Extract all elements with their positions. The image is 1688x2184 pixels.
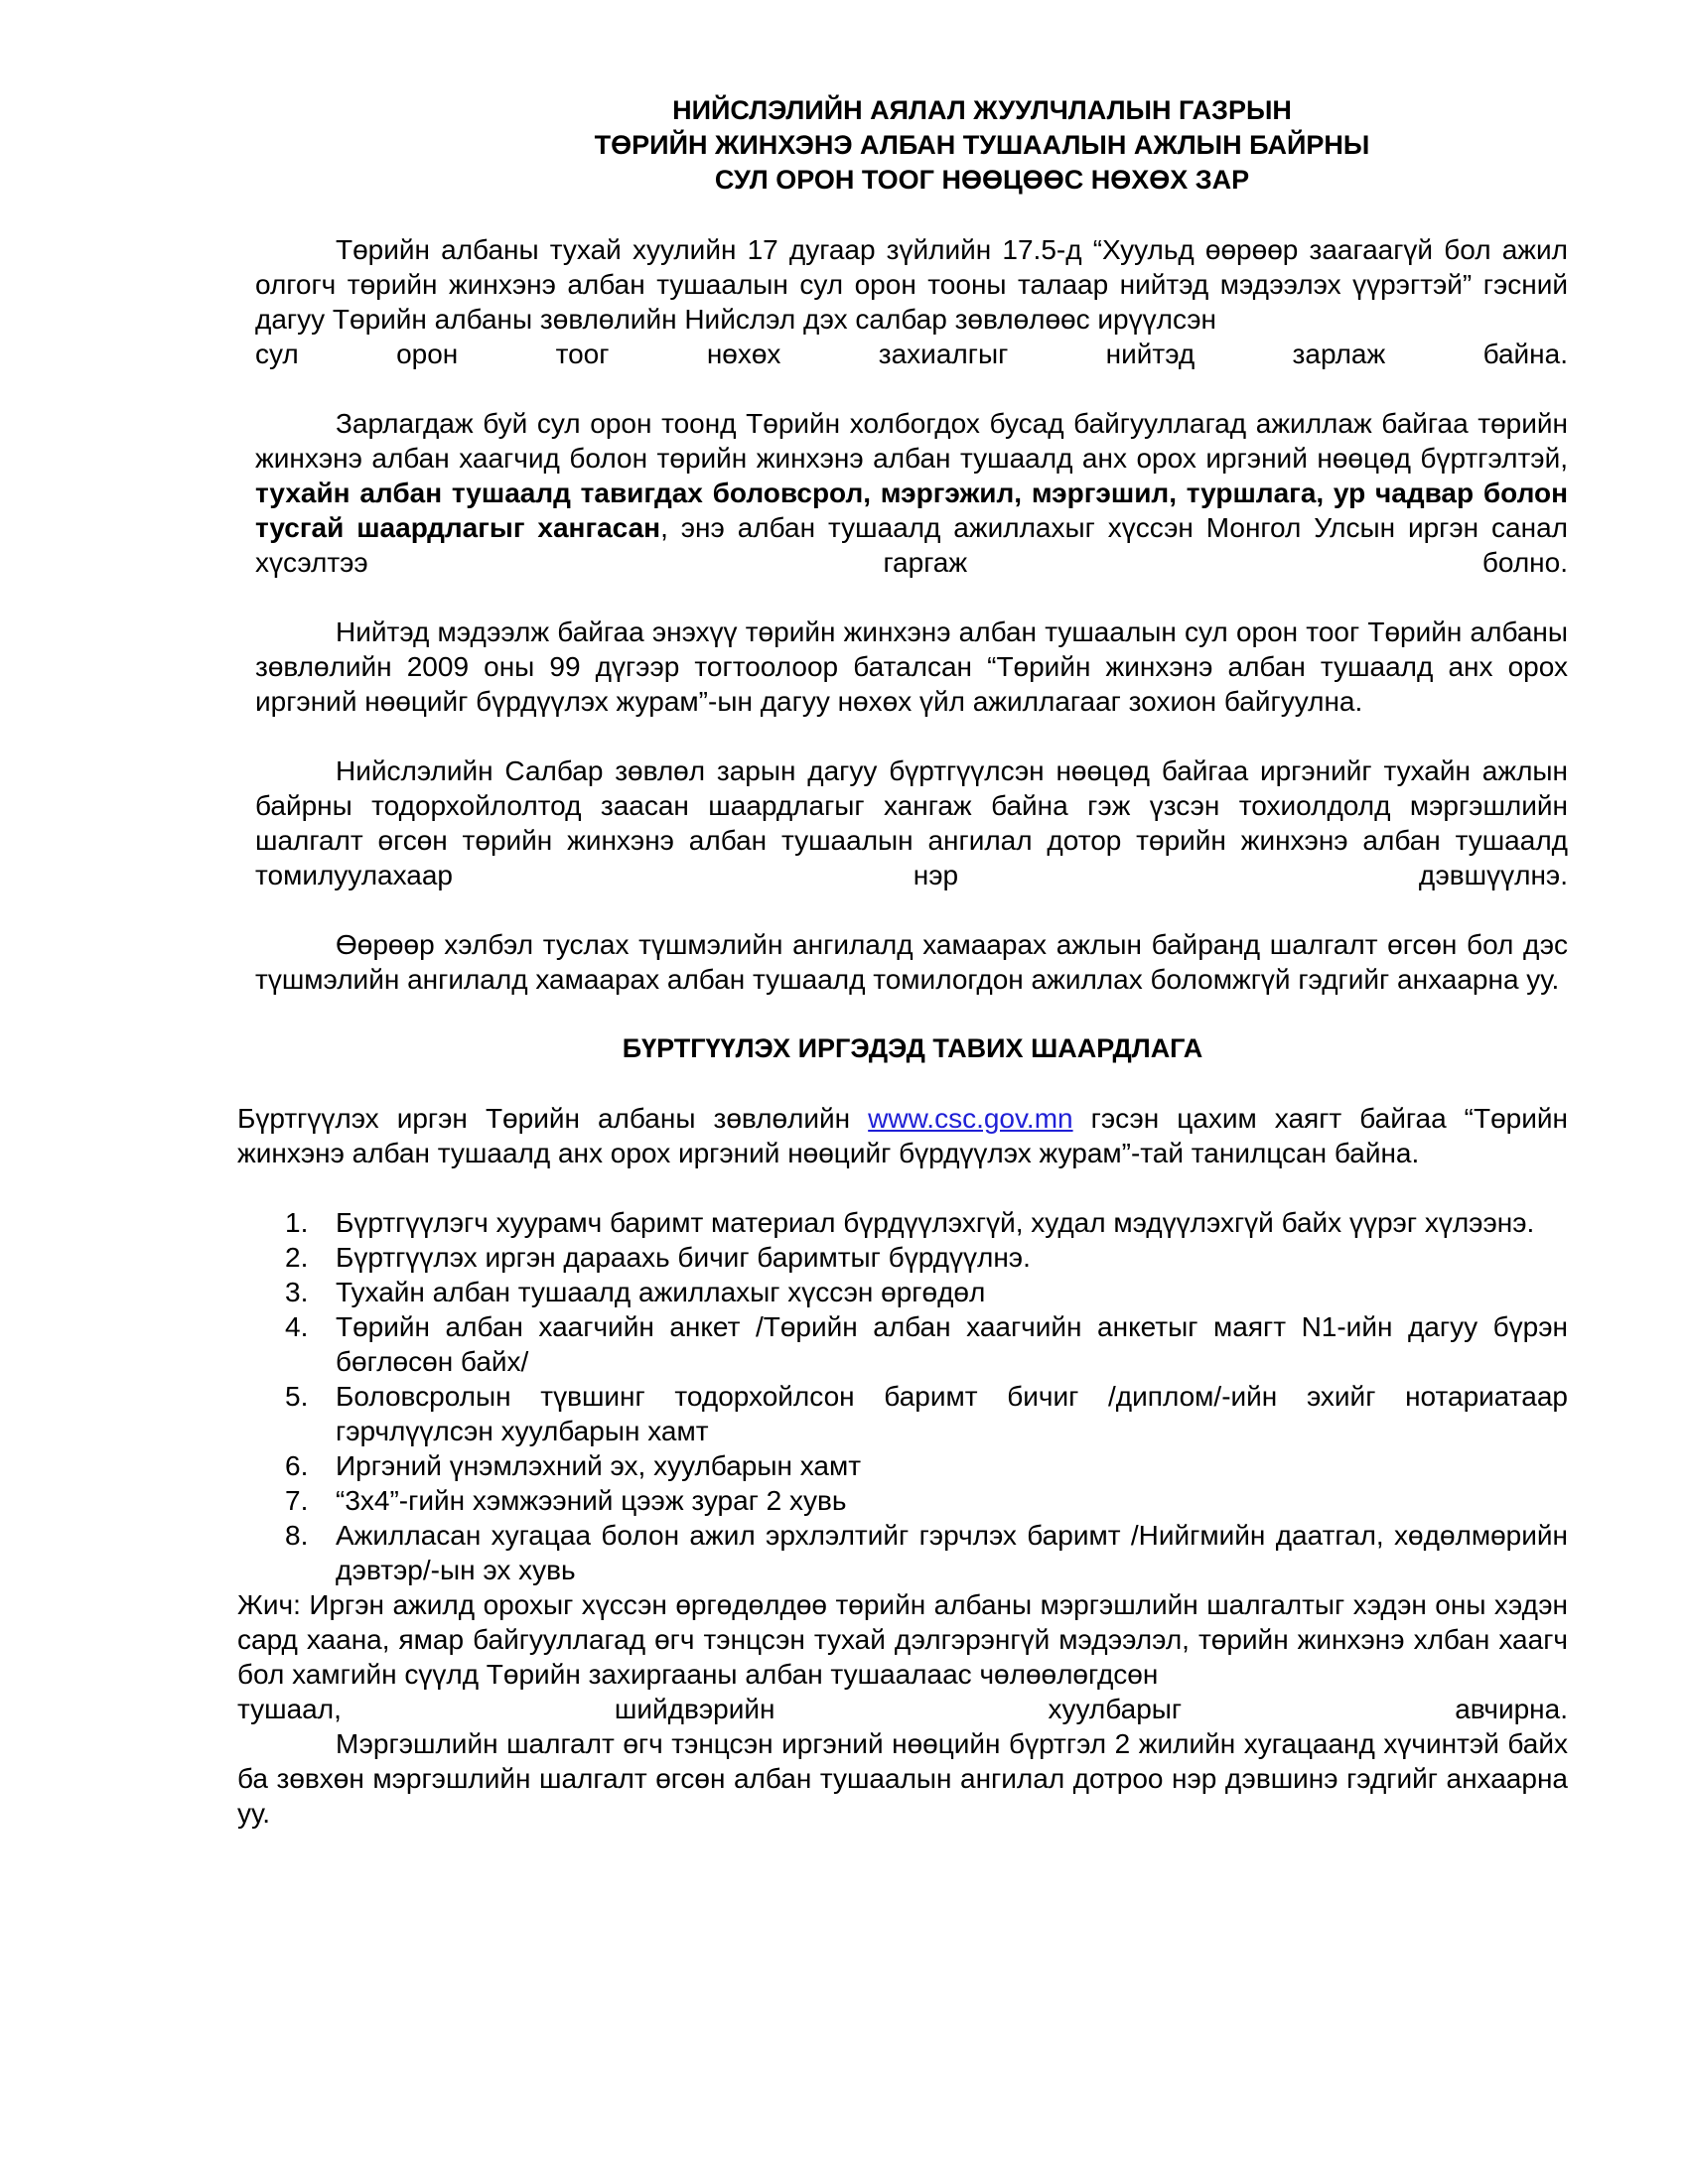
list-item-text: “3х4”-гийн хэмжээний цээж зураг 2 хувь bbox=[336, 1485, 847, 1516]
list-item bbox=[237, 1518, 1568, 1587]
section-title: БҮРТГҮҮЛЭХ ИРГЭДЭД ТАВИХ ШААРДЛАГА bbox=[622, 1033, 1203, 1063]
paragraph-1-body: Төрийн албаны тухай хуулийн 17 дугаар зүйлийн 17.5-д “Хуульд өөрөөр заагаагүй бол ажил олгогч төрийн жинхэнэ албан тушаалын сул орон тооны талаар нийтэд мэдээлэх үүрэгтэй” гэсний дагуу Төрийн албаны зөвлөлийн Нийслэл дэх салбар зөвлөлөөс ирүүлсэн bbox=[255, 234, 1568, 335]
list-item bbox=[237, 1309, 1568, 1379]
list-item bbox=[237, 1205, 1568, 1240]
requirements-intro bbox=[237, 1101, 1568, 1170]
note-paragraph: Жич: Иргэн ажилд орохыг хүссэн өргөдөлдөө төрийн албаны мэргэшлийн шалгалтыг хэдэн оны хэдэн сард хаана, ямар байгууллагад өгч тэнцсэн тухай дэлгэрэнгүй мэдээлэл, төрийн жинхэнэ хлбан хаагч бол хамгийн сүүлд Төрийн захиргааны албан тушаалаас чөлөөлөгдсөн bbox=[237, 1589, 1568, 1690]
paragraph-1 bbox=[255, 232, 1568, 337]
list-item-text: Төрийн албан хаагчийн анкет /Төрийн албан хаагчийн анкетыг маягт N1-ийн дагуу бүрэн бөглөсөн байх/ bbox=[336, 1311, 1568, 1377]
paragraph-2 bbox=[255, 406, 1568, 580]
paragraph-4: Нийслэлийн Салбар зөвлөл зарын дагуу бүртгүүлсэн нөөцөд байгаа иргэнийг тухайн ажлын байрны тодорхойлолтод заасан шаардлагыг хангаж байна гэж үзсэн тохиолдолд мэргэшлийн шалгалт өгсөн төрийн жинхэнэ албан тушаалын ангилал дотор төрийн жинхэнэ албан тушаалд томилуулахаар нэр дэвшүүлнэ. bbox=[255, 755, 1568, 890]
list-item-text: Боловсролын түвшинг тодорхойлсон баримт бичиг /диплом/-ийн эхийг нотариатаар гэрчлүүлсэн хуулбарын хамт bbox=[336, 1381, 1568, 1446]
list-item-number: 7. bbox=[285, 1485, 309, 1516]
paragraph-2-text-end: , энэ албан тушаалд ажиллахыг хүссэн Монгол Улсын иргэн санал хүсэлтээ гаргаж болно. bbox=[255, 512, 1568, 578]
title-line-2: ТӨРИЙН ЖИНХЭНЭ АЛБАН ТУШААЛЫН АЖЛЫН БАЙРНЫ bbox=[594, 130, 1370, 160]
list-item-number: 6. bbox=[285, 1450, 309, 1481]
list-item-number: 1. bbox=[285, 1207, 309, 1238]
list-item-text: Иргэний үнэмлэхний эх, хуулбарын хамт bbox=[336, 1450, 862, 1481]
note-last-line: тушаал, шийдвэрийн хуулбарыг авчирна. bbox=[237, 1694, 1568, 1724]
list-item-number: 2. bbox=[285, 1242, 309, 1273]
paragraph-5: Өөрөөр хэлбэл туслах түшмэлийн ангилалд хамаарах ажлын байранд шалгалт өгсөн бол дэс түшмэлийн ангилалд хамаарах албан тушаалд томилогдон ажиллах боломжгүй гэдгийг анхаарна уу. bbox=[255, 929, 1568, 995]
list-item bbox=[237, 1448, 1568, 1483]
title-line-1: НИЙСЛЭЛИЙН АЯЛАЛ ЖУУЛЧЛАЛЫН ГАЗРЫН bbox=[672, 95, 1292, 125]
list-item-number: 8. bbox=[285, 1520, 309, 1551]
list-item bbox=[237, 1240, 1568, 1275]
document-title bbox=[237, 93, 1478, 198]
list-item bbox=[237, 1275, 1568, 1309]
list-item bbox=[237, 1483, 1568, 1518]
list-item-number: 3. bbox=[285, 1277, 309, 1307]
list-item-text: Бүртгүүлэх иргэн дараахь бичиг баримтыг бүрдүүлнэ. bbox=[336, 1242, 1031, 1273]
list-item-text: Бүртгүүлэгч хуурамч баримт материал бүрдүүлэхгүй, худал мэдүүлэхгүй байх үүрэг хүлээнэ. bbox=[336, 1207, 1535, 1238]
list-item-number: 4. bbox=[285, 1311, 309, 1342]
csc-website-link[interactable]: www.csc.gov.mn bbox=[868, 1103, 1073, 1134]
intro-text-end: гэсэн цахим хаягт байгаа “Төрийн жинхэнэ албан тушаалд анх орох иргэний нөөцийг бүрдүүлэх журам”-тай танилцсан байна. bbox=[237, 1103, 1568, 1168]
requirements-list bbox=[237, 1205, 1568, 1587]
intro-text: Бүртгүүлэх иргэн Төрийн албаны зөвлөлийн bbox=[237, 1103, 869, 1134]
paragraph-2-text: Зарлагдаж буй сул орон тоонд Төрийн холбогдох бусад байгууллагад ажиллаж байгаа төрийн жинхэнэ албан хаагчид болон төрийн жинхэнэ албан тушаалд анх орох иргэний нөөцөд бүртгэлтэй, bbox=[255, 408, 1568, 474]
title-line-3: СУЛ ОРОН ТООГ НӨӨЦӨӨС НӨХӨХ ЗАР bbox=[714, 165, 1250, 195]
list-item-number: 5. bbox=[285, 1381, 309, 1412]
list-item-text: Тухайн албан тушаалд ажиллахыг хүссэн өргөдөл bbox=[336, 1277, 986, 1307]
paragraph-1-last-line: сул орон тоог нөхөх захиалгыг нийтэд зарлаж байна. bbox=[255, 339, 1568, 369]
paragraph-3: Нийтэд мэдээлж байгаа энэхүү төрийн жинхэнэ албан тушаалын сул орон тоог Төрийн албаны зөвлөлийн 2009 оны 99 дүгээр тогтоолоор баталсан “Төрийн жинхэнэ албан тушаалд анх орох иргэний нөөцийг бүрдүүлэх журам”-ын дагуу нөхөх үйл ажиллагааг зохион байгуулна. bbox=[255, 616, 1568, 717]
list-item bbox=[237, 1379, 1568, 1448]
list-item-text: Ажилласан хугацаа болон ажил эрхлэлтийг гэрчлэх баримт /Нийгмийн даатгал, хөдөлмөрийн дэвтэр/-ын эх хувь bbox=[336, 1520, 1568, 1585]
final-paragraph: Мэргэшлийн шалгалт өгч тэнцсэн иргэний нөөцийн бүртгэл 2 жилийн хугацаанд хүчинтэй байх ба зөвхөн мэргэшлийн шалгалт өгсөн албан тушаалын ангилал дотроо нэр дэвшинэ гэдгийг анхаарна уу. bbox=[237, 1728, 1568, 1829]
document-page bbox=[237, 93, 1568, 1831]
paragraph-2-bold-text: тухайн албан тушаалд тавигдах боловсрол, мэргэжил, мэргэшил, туршлага, ур чадвар болон тусгай шаардлагыг хангасан bbox=[255, 478, 1568, 543]
